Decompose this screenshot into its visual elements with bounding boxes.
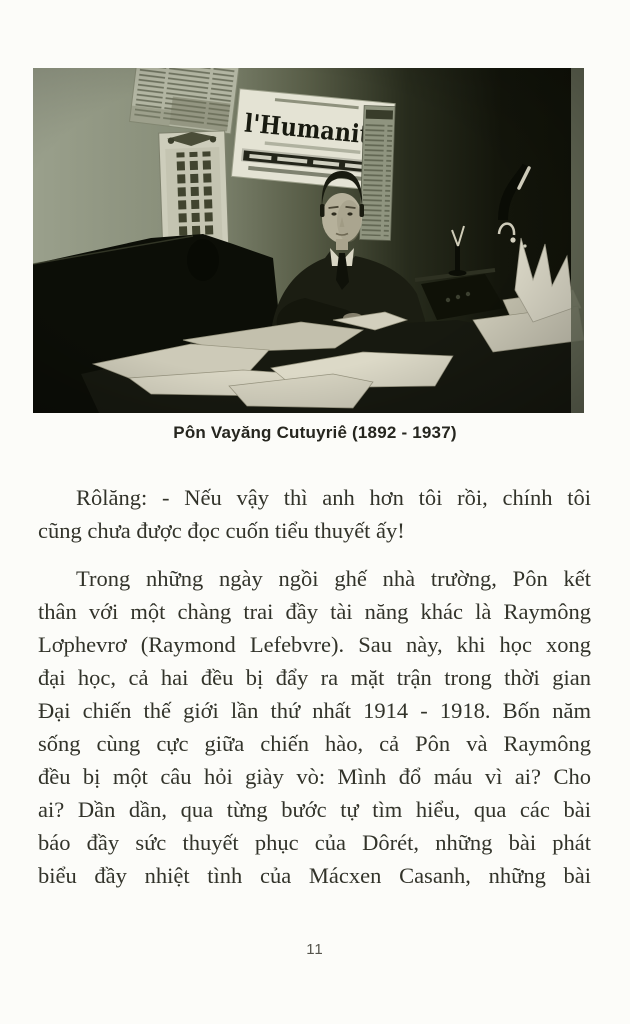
page-number: 11 [306,941,324,958]
body-line: đại học, cả hai đều bị đẩy ra mặt trận trong thời gian [38,665,591,690]
body-line: ai? Dần dần, qua từng bước tự tìm hiểu, qua các bài [38,797,591,822]
body-line: Rôlăng: - Nếu vậy thì anh hơn tôi rồi, chính tôi [76,485,591,510]
body-line: Lơphevrơ (Raymond Lefebvre). Sau này, khi học xong [38,632,591,657]
photo-illustration [33,68,584,413]
body-line: cũng chưa được đọc cuốn tiểu thuyết ấy! [38,518,405,543]
photo-caption: Pôn Vayăng Cutuyriê (1892 - 1937) [173,423,457,442]
body-line: sống cùng cực giữa chiến hào, cả Pôn và Raymông [38,731,591,756]
photo-vignette [33,68,584,413]
body-line: báo đầy sức thuyết phục của Dôrét, những bài phát [38,830,591,855]
photo-figure [33,68,584,413]
body-line: thân với một chàng trai đầy tài năng khác là Raymông [38,599,591,624]
body-line: đều bị một câu hỏi giày vò: Mình đổ máu vì ai? Cho [38,764,591,789]
body-line: Trong những ngày ngồi ghế nhà trường, Pôn kết [76,566,591,591]
body-line: Đại chiến thế giới lần thứ nhất 1914 - 1918. Bốn năm [38,698,591,723]
body-line: biểu đầy nhiệt tình của Mácxen Casanh, những bài [38,863,591,888]
paragraph [38,562,591,892]
body-text [38,481,591,907]
paragraph [38,481,591,547]
